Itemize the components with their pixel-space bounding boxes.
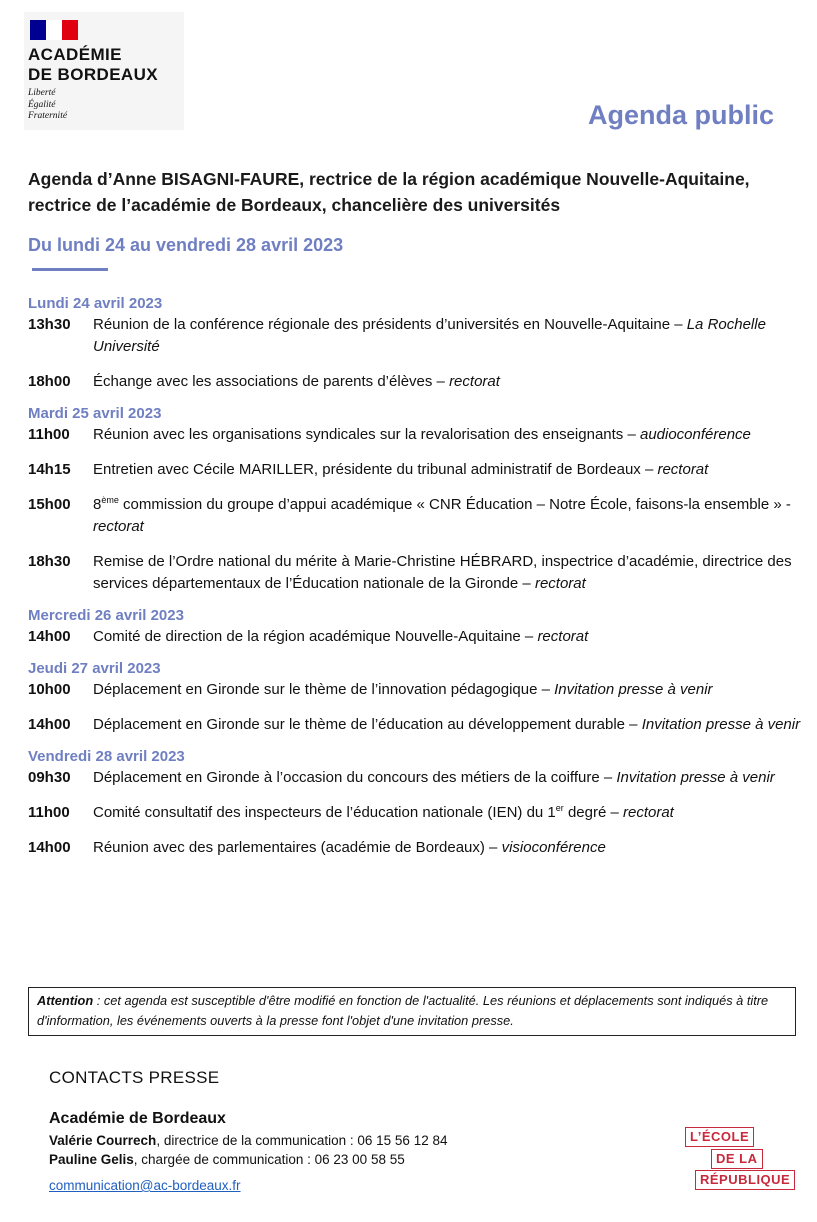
event-time: 18h30 (28, 553, 71, 570)
event-place: Invitation presse à venir (641, 716, 801, 733)
attention-notice (28, 987, 796, 1036)
ecole-logo-line: L’ÉCOLE (685, 1127, 754, 1147)
event-text: Comité de direction de la région académique Nouvelle-Aquitaine – (93, 628, 538, 645)
agenda-event (28, 551, 813, 595)
event-description (93, 767, 813, 789)
event-description (93, 551, 813, 595)
day-section (28, 658, 813, 736)
event-ordinal-suffix: er (555, 803, 564, 813)
event-place: audioconférence (639, 426, 751, 443)
flag-blue (30, 20, 46, 40)
page-title: Agenda public (587, 100, 774, 130)
day-title: Jeudi 27 avril 2023 (28, 660, 161, 677)
day-title: Vendredi 28 avril 2023 (28, 748, 185, 765)
event-description (93, 494, 813, 538)
day-section (28, 403, 813, 595)
event-place: La Rochelle Université (93, 316, 766, 355)
event-time: 10h00 (28, 681, 71, 698)
agenda-event (28, 424, 813, 446)
week-underline (32, 268, 108, 271)
event-ordinal-suffix: ème (101, 495, 119, 505)
day-title: Mercredi 26 avril 2023 (28, 607, 184, 624)
agenda-event (28, 767, 813, 789)
event-description (93, 459, 813, 481)
event-place: rectorat (93, 518, 144, 535)
event-text: Déplacement en Gironde à l’occasion du concours des métiers de la coiffure – (93, 769, 617, 786)
event-description (93, 802, 813, 824)
event-description (93, 314, 813, 358)
event-ordinal: 8 (93, 496, 102, 513)
event-text: Réunion avec les organisations syndicales sur la revalorisation des enseignants – (93, 426, 640, 443)
logo-motto (28, 88, 67, 123)
agenda-event (28, 714, 813, 736)
event-place: rectorat (623, 804, 674, 821)
event-description (93, 837, 813, 859)
agenda-event (28, 837, 813, 859)
flag-white (46, 20, 62, 40)
event-text: commission du groupe d’appui académique « CNR Éducation – Notre École, faisons-la ensemble » - (118, 496, 791, 513)
day-section (28, 605, 813, 648)
event-time: 09h30 (28, 769, 71, 786)
motto-line: Égalité (28, 99, 56, 110)
event-text: Déplacement en Gironde sur le thème de l’éducation au développement durable – (93, 716, 642, 733)
event-place: rectorat (449, 373, 500, 390)
agenda-event (28, 459, 813, 481)
contact-role: , directrice de la communication : 06 15 56 12 84 (156, 1133, 448, 1148)
event-time: 18h00 (28, 373, 71, 390)
event-description (93, 424, 813, 446)
agenda-event (28, 314, 813, 358)
notice-text: : cet agenda est susceptible d'être modifié en fonction de l'actualité. Les réunions et déplacements sont indiqués à titre d'information, les événements ouverts à la presse font l'objet d'une invitation presse. (37, 993, 769, 1028)
event-place: rectorat (657, 461, 709, 478)
day-section (28, 293, 813, 393)
contact-organization: Académie de Bordeaux (49, 1110, 226, 1127)
week-range: Du lundi 24 au vendredi 28 avril 2023 (28, 235, 344, 255)
agenda-event (28, 679, 813, 701)
agenda-event (28, 802, 813, 824)
event-text: Réunion avec des parlementaires (académie de Bordeaux) – (93, 839, 502, 856)
motto-line: Fraternité (28, 111, 68, 121)
french-flag-icon (30, 20, 78, 40)
event-time: 14h15 (28, 461, 71, 478)
agenda-event (28, 371, 813, 393)
ecole-logo-line: DE LA (711, 1149, 763, 1169)
notice-label: Attention (37, 993, 94, 1008)
contact-role: , chargée de communication : 06 23 00 58 55 (133, 1152, 405, 1167)
ecole-logo-line: RÉPUBLIQUE (695, 1170, 795, 1190)
event-text: Échange avec les associations de parents d’élèves – (93, 373, 450, 390)
agenda-list (28, 293, 813, 859)
day-title: Mardi 25 avril 2023 (28, 405, 162, 422)
event-time: 11h00 (28, 804, 70, 821)
agenda-event (28, 494, 813, 538)
day-title: Lundi 24 avril 2023 (28, 295, 163, 312)
contacts-heading: CONTACTS PRESSE (49, 1068, 220, 1087)
event-time: 14h00 (28, 716, 71, 733)
event-time: 14h00 (28, 628, 71, 645)
event-text: Comité consultatif des inspecteurs de l’éducation nationale (IEN) du 1 (93, 804, 556, 821)
event-place: visioconférence (501, 839, 606, 856)
event-place: rectorat (537, 628, 589, 645)
event-place: rectorat (534, 575, 586, 592)
contact-email-link[interactable]: communication@ac-bordeaux.fr (49, 1178, 241, 1193)
agenda-event (28, 626, 813, 648)
event-place: Invitation presse à venir (554, 681, 713, 698)
motto-line: Liberté (28, 88, 56, 98)
event-description (93, 371, 813, 393)
logo-line-2: DE BORDEAUX (28, 65, 159, 84)
day-section (28, 746, 813, 859)
contact-person (49, 1133, 447, 1148)
event-time: 13h30 (28, 316, 71, 333)
flag-red (62, 20, 78, 40)
event-time: 15h00 (28, 496, 71, 513)
event-text: Remise de l’Ordre national du mérite à Marie-Christine HÉBRARD, inspectrice d’académie, directrice des services départementaux de l’Éducation nationale de la Gironde – (93, 553, 792, 592)
event-text: Réunion de la conférence régionale des présidents d’universités en Nouvelle-Aquitaine – (93, 316, 687, 333)
event-text: Entretien avec Cécile MARILLER, présidente du tribunal administratif de Bordeaux – (93, 461, 658, 478)
event-time: 11h00 (28, 426, 70, 443)
contact-name: Valérie Courrech (49, 1133, 157, 1148)
academie-logo (24, 12, 184, 130)
event-text: Déplacement en Gironde sur le thème de l’innovation pédagogique – (93, 681, 555, 698)
event-description (93, 714, 813, 736)
event-time: 14h00 (28, 839, 71, 856)
event-text-after: degré – (563, 804, 623, 821)
agenda-subtitle: Agenda d’Anne BISAGNI-FAURE, rectrice de la région académique Nouvelle-Aquitaine, rectrice de l’académie de Bordeaux, chancelière des universités (28, 169, 750, 215)
contact-person (49, 1152, 405, 1167)
event-description (93, 679, 813, 701)
logo-line-1: ACADÉMIE (28, 45, 122, 64)
event-place: Invitation presse à venir (616, 769, 775, 786)
contact-name: Pauline Gelis (49, 1152, 134, 1167)
event-description (93, 626, 813, 648)
